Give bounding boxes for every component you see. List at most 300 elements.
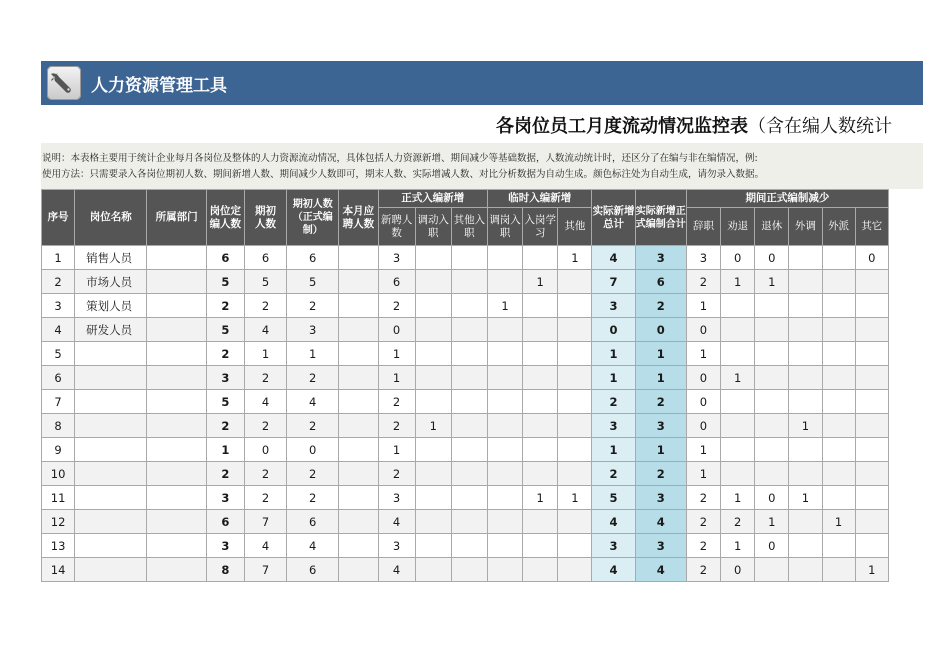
cell-temp-transfer[interactable]	[487, 534, 522, 558]
cell-start-formal[interactable]: 6	[287, 246, 339, 270]
cell-quota[interactable]: 2	[206, 342, 244, 366]
cell-temp-learn[interactable]	[523, 414, 558, 438]
cell-actual-total[interactable]: 4	[592, 510, 635, 534]
cell-retire[interactable]	[755, 366, 789, 390]
cell-quota[interactable]: 6	[206, 246, 244, 270]
cell-transfer-in[interactable]	[415, 510, 451, 534]
cell-new-hire[interactable]: 1	[378, 438, 415, 462]
cell-resign[interactable]: 1	[686, 294, 720, 318]
cell-temp-learn[interactable]: 1	[523, 486, 558, 510]
cell-start[interactable]: 6	[244, 246, 286, 270]
cell-temp-other[interactable]	[558, 294, 592, 318]
cell-dismiss[interactable]	[721, 438, 755, 462]
cell-transfer-in[interactable]: 1	[415, 414, 451, 438]
cell-temp-other[interactable]	[558, 318, 592, 342]
cell-start-formal[interactable]: 2	[287, 414, 339, 438]
cell-actual-formal[interactable]: 3	[635, 246, 686, 270]
cell-post[interactable]	[75, 534, 147, 558]
cell-retire[interactable]	[755, 438, 789, 462]
cell-retire[interactable]	[755, 318, 789, 342]
cell-dept[interactable]	[147, 390, 206, 414]
cell-dismiss[interactable]: 0	[721, 558, 755, 582]
cell-post[interactable]: 研发人员	[75, 318, 147, 342]
cell-month-hire[interactable]	[339, 510, 378, 534]
cell-dept[interactable]	[147, 534, 206, 558]
cell-seq[interactable]: 4	[42, 318, 75, 342]
cell-start[interactable]: 1	[244, 342, 286, 366]
cell-actual-formal[interactable]: 2	[635, 294, 686, 318]
cell-actual-total[interactable]: 3	[592, 534, 635, 558]
cell-other-in[interactable]	[451, 246, 487, 270]
cell-start[interactable]: 5	[244, 270, 286, 294]
cell-actual-total[interactable]: 1	[592, 366, 635, 390]
cell-quota[interactable]: 3	[206, 366, 244, 390]
cell-new-hire[interactable]: 1	[378, 342, 415, 366]
cell-temp-learn[interactable]	[523, 390, 558, 414]
cell-retire[interactable]: 0	[755, 246, 789, 270]
cell-other-in[interactable]	[451, 294, 487, 318]
cell-quota[interactable]: 5	[206, 270, 244, 294]
cell-temp-learn[interactable]	[523, 366, 558, 390]
cell-start-formal[interactable]: 2	[287, 462, 339, 486]
cell-transfer-out[interactable]	[789, 438, 822, 462]
cell-temp-learn[interactable]	[523, 246, 558, 270]
cell-transfer-in[interactable]	[415, 462, 451, 486]
cell-start-formal[interactable]: 2	[287, 486, 339, 510]
cell-actual-total[interactable]: 4	[592, 246, 635, 270]
cell-dismiss[interactable]	[721, 318, 755, 342]
cell-month-hire[interactable]	[339, 270, 378, 294]
cell-transfer-out[interactable]	[789, 390, 822, 414]
cell-transfer-out[interactable]: 1	[789, 486, 822, 510]
cell-post[interactable]	[75, 462, 147, 486]
cell-resign[interactable]: 0	[686, 390, 720, 414]
cell-transfer-out[interactable]	[789, 294, 822, 318]
cell-temp-transfer[interactable]	[487, 318, 522, 342]
cell-dept[interactable]	[147, 510, 206, 534]
cell-other-in[interactable]	[451, 366, 487, 390]
cell-temp-learn[interactable]	[523, 558, 558, 582]
cell-actual-total[interactable]: 2	[592, 462, 635, 486]
cell-post[interactable]	[75, 390, 147, 414]
cell-other-out[interactable]	[855, 534, 888, 558]
cell-seq[interactable]: 3	[42, 294, 75, 318]
cell-temp-learn[interactable]	[523, 438, 558, 462]
cell-actual-total[interactable]: 1	[592, 438, 635, 462]
cell-transfer-in[interactable]	[415, 558, 451, 582]
cell-new-hire[interactable]: 3	[378, 246, 415, 270]
cell-retire[interactable]: 1	[755, 510, 789, 534]
cell-new-hire[interactable]: 2	[378, 462, 415, 486]
cell-quota[interactable]: 3	[206, 486, 244, 510]
cell-retire[interactable]	[755, 294, 789, 318]
cell-dismiss[interactable]	[721, 462, 755, 486]
cell-retire[interactable]	[755, 462, 789, 486]
cell-actual-formal[interactable]: 1	[635, 366, 686, 390]
cell-transfer-out[interactable]	[789, 462, 822, 486]
cell-other-out[interactable]	[855, 462, 888, 486]
cell-transfer-out[interactable]: 1	[789, 414, 822, 438]
cell-actual-formal[interactable]: 1	[635, 438, 686, 462]
cell-actual-formal[interactable]: 3	[635, 534, 686, 558]
cell-dispatch[interactable]	[822, 246, 855, 270]
cell-temp-other[interactable]	[558, 534, 592, 558]
cell-actual-formal[interactable]: 0	[635, 318, 686, 342]
cell-dept[interactable]	[147, 486, 206, 510]
cell-start-formal[interactable]: 3	[287, 318, 339, 342]
cell-post[interactable]: 市场人员	[75, 270, 147, 294]
cell-dispatch[interactable]	[822, 558, 855, 582]
cell-temp-transfer[interactable]	[487, 462, 522, 486]
cell-other-out[interactable]	[855, 366, 888, 390]
cell-other-out[interactable]	[855, 318, 888, 342]
cell-dept[interactable]	[147, 270, 206, 294]
cell-temp-transfer[interactable]	[487, 366, 522, 390]
cell-start-formal[interactable]: 4	[287, 390, 339, 414]
cell-transfer-in[interactable]	[415, 342, 451, 366]
cell-month-hire[interactable]	[339, 342, 378, 366]
cell-temp-transfer[interactable]: 1	[487, 294, 522, 318]
cell-post[interactable]	[75, 414, 147, 438]
cell-dept[interactable]	[147, 438, 206, 462]
cell-actual-total[interactable]: 4	[592, 558, 635, 582]
cell-month-hire[interactable]	[339, 390, 378, 414]
cell-seq[interactable]: 2	[42, 270, 75, 294]
cell-other-out[interactable]: 0	[855, 246, 888, 270]
cell-resign[interactable]: 0	[686, 414, 720, 438]
cell-seq[interactable]: 12	[42, 510, 75, 534]
cell-dispatch[interactable]	[822, 438, 855, 462]
cell-month-hire[interactable]	[339, 318, 378, 342]
cell-dispatch[interactable]	[822, 534, 855, 558]
cell-transfer-out[interactable]	[789, 246, 822, 270]
cell-temp-learn[interactable]	[523, 462, 558, 486]
cell-post[interactable]: 策划人员	[75, 294, 147, 318]
cell-start[interactable]: 4	[244, 390, 286, 414]
cell-start[interactable]: 2	[244, 294, 286, 318]
cell-other-in[interactable]	[451, 558, 487, 582]
cell-start[interactable]: 2	[244, 486, 286, 510]
header-transfer-in: 调动入职	[415, 208, 451, 246]
header-start-formal: 期初人数（正式编制）	[287, 190, 339, 246]
cell-transfer-in[interactable]	[415, 534, 451, 558]
cell-seq[interactable]: 14	[42, 558, 75, 582]
cell-dispatch[interactable]	[822, 342, 855, 366]
cell-actual-total[interactable]: 1	[592, 342, 635, 366]
cell-quota[interactable]: 5	[206, 390, 244, 414]
cell-actual-total[interactable]: 0	[592, 318, 635, 342]
cell-other-in[interactable]	[451, 486, 487, 510]
cell-dept[interactable]	[147, 414, 206, 438]
cell-other-in[interactable]	[451, 534, 487, 558]
cell-post[interactable]	[75, 486, 147, 510]
cell-post[interactable]	[75, 510, 147, 534]
cell-new-hire[interactable]: 3	[378, 486, 415, 510]
cell-transfer-out[interactable]	[789, 342, 822, 366]
cell-transfer-out[interactable]	[789, 366, 822, 390]
cell-dept[interactable]	[147, 558, 206, 582]
cell-start-formal[interactable]: 5	[287, 270, 339, 294]
cell-dispatch[interactable]	[822, 414, 855, 438]
cell-actual-formal[interactable]: 2	[635, 390, 686, 414]
cell-start-formal[interactable]: 4	[287, 534, 339, 558]
cell-seq[interactable]: 13	[42, 534, 75, 558]
cell-post[interactable]	[75, 366, 147, 390]
cell-temp-other[interactable]	[558, 510, 592, 534]
cell-dismiss[interactable]: 1	[721, 366, 755, 390]
cell-start-formal[interactable]: 1	[287, 342, 339, 366]
cell-new-hire[interactable]: 6	[378, 270, 415, 294]
cell-transfer-out[interactable]	[789, 558, 822, 582]
cell-start-formal[interactable]: 6	[287, 558, 339, 582]
cell-seq[interactable]: 9	[42, 438, 75, 462]
cell-dept[interactable]	[147, 294, 206, 318]
cell-temp-transfer[interactable]	[487, 558, 522, 582]
cell-resign[interactable]: 1	[686, 342, 720, 366]
cell-seq[interactable]: 6	[42, 366, 75, 390]
cell-temp-other[interactable]	[558, 366, 592, 390]
cell-new-hire[interactable]: 2	[378, 414, 415, 438]
cell-dispatch[interactable]	[822, 270, 855, 294]
cell-dismiss[interactable]: 1	[721, 486, 755, 510]
cell-temp-other[interactable]	[558, 342, 592, 366]
cell-temp-transfer[interactable]	[487, 414, 522, 438]
cell-actual-formal[interactable]: 3	[635, 486, 686, 510]
cell-post[interactable]	[75, 438, 147, 462]
cell-transfer-in[interactable]	[415, 438, 451, 462]
cell-temp-learn[interactable]: 1	[523, 270, 558, 294]
table-row	[42, 246, 889, 270]
cell-other-out[interactable]	[855, 390, 888, 414]
cell-month-hire[interactable]	[339, 462, 378, 486]
cell-temp-learn[interactable]	[523, 318, 558, 342]
cell-temp-other[interactable]	[558, 390, 592, 414]
cell-start[interactable]: 4	[244, 534, 286, 558]
cell-other-in[interactable]	[451, 438, 487, 462]
cell-actual-total[interactable]: 3	[592, 294, 635, 318]
cell-start-formal[interactable]: 2	[287, 366, 339, 390]
cell-dept[interactable]	[147, 462, 206, 486]
cell-actual-formal[interactable]: 3	[635, 414, 686, 438]
cell-temp-transfer[interactable]	[487, 390, 522, 414]
cell-retire[interactable]	[755, 414, 789, 438]
cell-post[interactable]: 销售人员	[75, 246, 147, 270]
cell-dismiss[interactable]	[721, 390, 755, 414]
cell-seq[interactable]: 11	[42, 486, 75, 510]
cell-dispatch[interactable]	[822, 390, 855, 414]
cell-retire[interactable]: 1	[755, 270, 789, 294]
cell-temp-other[interactable]	[558, 438, 592, 462]
cell-start-formal[interactable]: 0	[287, 438, 339, 462]
cell-new-hire[interactable]: 1	[378, 366, 415, 390]
cell-new-hire[interactable]: 2	[378, 390, 415, 414]
cell-dismiss[interactable]: 2	[721, 510, 755, 534]
cell-temp-learn[interactable]	[523, 534, 558, 558]
cell-temp-transfer[interactable]	[487, 270, 522, 294]
cell-resign[interactable]: 2	[686, 558, 720, 582]
cell-temp-learn[interactable]	[523, 294, 558, 318]
cell-resign[interactable]: 2	[686, 510, 720, 534]
cell-other-out[interactable]	[855, 270, 888, 294]
cell-start[interactable]: 0	[244, 438, 286, 462]
cell-dept[interactable]	[147, 366, 206, 390]
cell-dismiss[interactable]	[721, 294, 755, 318]
cell-dispatch[interactable]	[822, 318, 855, 342]
cell-dept[interactable]	[147, 246, 206, 270]
cell-actual-formal[interactable]: 1	[635, 342, 686, 366]
cell-other-in[interactable]	[451, 318, 487, 342]
cell-quota[interactable]: 2	[206, 294, 244, 318]
cell-actual-total[interactable]: 5	[592, 486, 635, 510]
note-usage: 使用方法：只需要录入各岗位期初人数、期间新增人数、期间减少人数即可，期末人数、实际增减人数、对比分析数据为自动生成。颜色标注处为自动生成，请勿录入数据。	[42, 169, 765, 180]
cell-actual-formal[interactable]: 4	[635, 510, 686, 534]
cell-seq[interactable]: 1	[42, 246, 75, 270]
cell-month-hire[interactable]	[339, 534, 378, 558]
cell-seq[interactable]: 10	[42, 462, 75, 486]
cell-temp-other[interactable]	[558, 414, 592, 438]
cell-dept[interactable]	[147, 342, 206, 366]
header-month-hire: 本月应聘人数	[339, 190, 378, 246]
cell-new-hire[interactable]: 2	[378, 294, 415, 318]
cell-temp-other[interactable]: 1	[558, 246, 592, 270]
cell-retire[interactable]	[755, 390, 789, 414]
cell-temp-other[interactable]	[558, 462, 592, 486]
cell-transfer-in[interactable]	[415, 294, 451, 318]
cell-temp-learn[interactable]	[523, 342, 558, 366]
cell-retire[interactable]: 0	[755, 486, 789, 510]
cell-other-out[interactable]	[855, 510, 888, 534]
cell-start-formal[interactable]: 6	[287, 510, 339, 534]
cell-dismiss[interactable]	[721, 414, 755, 438]
cell-dismiss[interactable]: 0	[721, 246, 755, 270]
cell-temp-other[interactable]	[558, 270, 592, 294]
cell-transfer-out[interactable]	[789, 510, 822, 534]
cell-other-in[interactable]	[451, 510, 487, 534]
cell-retire[interactable]: 0	[755, 534, 789, 558]
cell-resign[interactable]: 1	[686, 462, 720, 486]
cell-month-hire[interactable]	[339, 366, 378, 390]
cell-quota[interactable]: 8	[206, 558, 244, 582]
cell-start[interactable]: 2	[244, 366, 286, 390]
cell-other-out[interactable]	[855, 294, 888, 318]
cell-other-out[interactable]	[855, 486, 888, 510]
cell-quota[interactable]: 5	[206, 318, 244, 342]
cell-start[interactable]: 4	[244, 318, 286, 342]
cell-other-in[interactable]	[451, 462, 487, 486]
cell-quota[interactable]: 6	[206, 510, 244, 534]
cell-transfer-out[interactable]	[789, 318, 822, 342]
cell-actual-total[interactable]: 7	[592, 270, 635, 294]
cell-other-out[interactable]	[855, 342, 888, 366]
cell-quota[interactable]: 2	[206, 414, 244, 438]
cell-dispatch[interactable]: 1	[822, 510, 855, 534]
cell-temp-transfer[interactable]	[487, 246, 522, 270]
cell-transfer-in[interactable]	[415, 486, 451, 510]
cell-month-hire[interactable]	[339, 246, 378, 270]
cell-seq[interactable]: 5	[42, 342, 75, 366]
cell-dispatch[interactable]	[822, 462, 855, 486]
cell-temp-transfer[interactable]	[487, 342, 522, 366]
cell-temp-transfer[interactable]	[487, 486, 522, 510]
cell-temp-other[interactable]: 1	[558, 486, 592, 510]
cell-other-in[interactable]	[451, 414, 487, 438]
cell-transfer-in[interactable]	[415, 246, 451, 270]
cell-transfer-in[interactable]	[415, 390, 451, 414]
cell-transfer-out[interactable]	[789, 270, 822, 294]
cell-new-hire[interactable]: 0	[378, 318, 415, 342]
cell-resign[interactable]: 0	[686, 318, 720, 342]
cell-resign[interactable]: 1	[686, 438, 720, 462]
cell-start[interactable]: 2	[244, 414, 286, 438]
cell-resign[interactable]: 2	[686, 486, 720, 510]
cell-month-hire[interactable]	[339, 294, 378, 318]
cell-seq[interactable]: 7	[42, 390, 75, 414]
cell-other-out[interactable]	[855, 438, 888, 462]
cell-dismiss[interactable]: 1	[721, 270, 755, 294]
cell-transfer-in[interactable]	[415, 270, 451, 294]
cell-seq[interactable]: 8	[42, 414, 75, 438]
cell-month-hire[interactable]	[339, 486, 378, 510]
cell-start[interactable]: 7	[244, 510, 286, 534]
cell-other-out[interactable]: 1	[855, 558, 888, 582]
cell-transfer-out[interactable]	[789, 534, 822, 558]
cell-temp-transfer[interactable]	[487, 510, 522, 534]
cell-dismiss[interactable]: 1	[721, 534, 755, 558]
cell-start[interactable]: 7	[244, 558, 286, 582]
cell-month-hire[interactable]	[339, 438, 378, 462]
cell-new-hire[interactable]: 4	[378, 510, 415, 534]
cell-resign[interactable]: 2	[686, 270, 720, 294]
cell-transfer-in[interactable]	[415, 318, 451, 342]
cell-transfer-in[interactable]	[415, 366, 451, 390]
cell-post[interactable]	[75, 558, 147, 582]
cell-new-hire[interactable]: 4	[378, 558, 415, 582]
table-row	[42, 342, 889, 366]
cell-actual-formal[interactable]: 2	[635, 462, 686, 486]
cell-other-in[interactable]	[451, 270, 487, 294]
cell-temp-other[interactable]	[558, 558, 592, 582]
cell-resign[interactable]: 2	[686, 534, 720, 558]
cell-resign[interactable]: 0	[686, 366, 720, 390]
cell-other-in[interactable]	[451, 390, 487, 414]
cell-actual-formal[interactable]: 4	[635, 558, 686, 582]
cell-dispatch[interactable]	[822, 294, 855, 318]
cell-other-in[interactable]	[451, 342, 487, 366]
cell-actual-formal[interactable]: 6	[635, 270, 686, 294]
cell-actual-total[interactable]: 2	[592, 390, 635, 414]
cell-quota[interactable]: 2	[206, 462, 244, 486]
cell-dept[interactable]	[147, 318, 206, 342]
cell-start-formal[interactable]: 2	[287, 294, 339, 318]
cell-new-hire[interactable]: 3	[378, 534, 415, 558]
cell-post[interactable]	[75, 342, 147, 366]
cell-temp-transfer[interactable]	[487, 438, 522, 462]
cell-dispatch[interactable]	[822, 486, 855, 510]
cell-quota[interactable]: 1	[206, 438, 244, 462]
cell-retire[interactable]	[755, 558, 789, 582]
cell-month-hire[interactable]	[339, 414, 378, 438]
cell-month-hire[interactable]	[339, 558, 378, 582]
cell-retire[interactable]	[755, 342, 789, 366]
cell-temp-learn[interactable]	[523, 510, 558, 534]
cell-quota[interactable]: 3	[206, 534, 244, 558]
cell-resign[interactable]: 3	[686, 246, 720, 270]
cell-dismiss[interactable]	[721, 342, 755, 366]
cell-start[interactable]: 2	[244, 462, 286, 486]
cell-other-out[interactable]	[855, 414, 888, 438]
cell-actual-total[interactable]: 3	[592, 414, 635, 438]
cell-dispatch[interactable]	[822, 366, 855, 390]
